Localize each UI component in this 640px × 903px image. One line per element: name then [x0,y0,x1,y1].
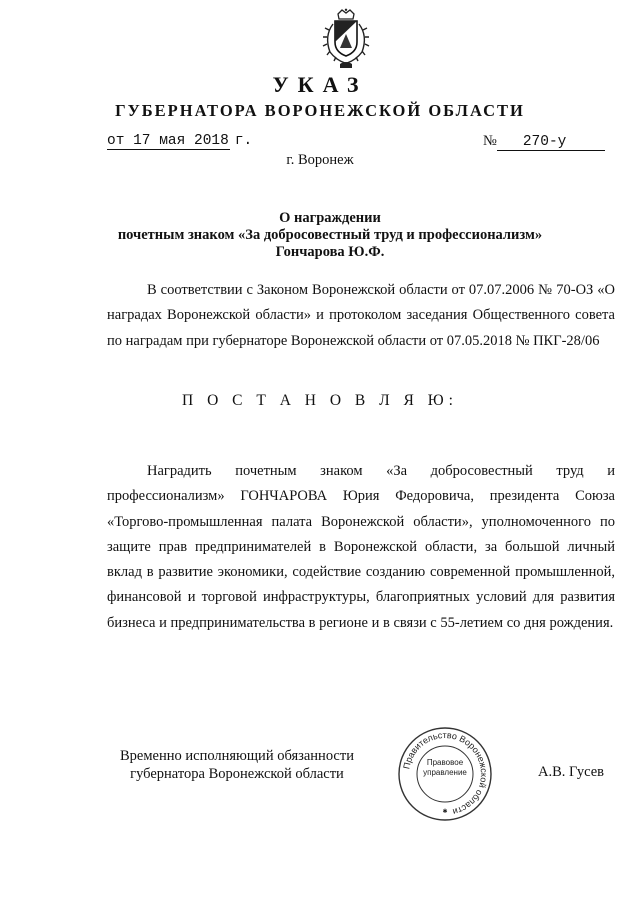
decree-word: П О С Т А Н О В Л Я Ю: [182,392,458,409]
date-suffix: г. [234,133,253,149]
stamp-ring-text: Правительство Воронежской области [401,729,490,818]
subject-line-1: О награждении [279,210,381,226]
document-subtitle: ГУБЕРНАТОРА ВОРОНЕЖСКОЙ ОБЛАСТИ [115,101,525,120]
subject-line-2: почетным знаком «За добросовестный труд и профессионализм» [117,227,543,243]
document-title: УКАЗ [272,72,368,97]
date-value: 17 мая 2018 [133,133,229,149]
document-number [483,133,605,151]
subject-line-3: Гончарова Ю.Ф. [275,244,385,260]
coat-of-arms-icon [318,8,374,70]
document-subject [100,210,560,261]
stamp-inner-text [420,758,470,778]
position-line-2: губернатора Воронежской области [130,766,344,782]
stamp-star-icon: ✱ [442,809,448,815]
document-date [107,133,252,150]
preamble-paragraph: В соответствии с Законом Воронежской области от 07.07.2006 № 70-ОЗ «О наградах Воронежской области» и протоколом заседания Общественного совета по наградам при губернаторе Воронежской области от 07.05.2018 № ПКГ-28/06 [107,282,615,349]
stamp-inner-line-2: управление [423,768,467,777]
body-paragraph: Наградить почетным знаком «За добросовестный труд и профессионализм» ГОНЧАРОВА Юрия Федоровича, президента Союза «Торгово-промышленная палата Воронежской области», уполномоченного по защите прав предпринимателей в Воронежской области, за большой личный вклад в развитие экономики, содействие созданию современной промышленной, финансовой и торговой инфраструктуры, благоприятных условий для развития бизнеса и предпринимательства в регионе и в связи с 55-летием со дня рождения. [107,463,615,631]
stamp-inner-line-1: Правовое [426,758,464,767]
position-line-1: Временно исполняющий обязанности [120,748,354,764]
date-prefix: от [107,133,125,149]
date-field [107,133,230,150]
signatory-name: А.В. Гусев [538,764,604,780]
document-city: г. Воронеж [286,152,354,168]
number-prefix: № [483,133,497,149]
signatory-position [107,747,367,783]
number-value: 270-у [497,134,605,151]
